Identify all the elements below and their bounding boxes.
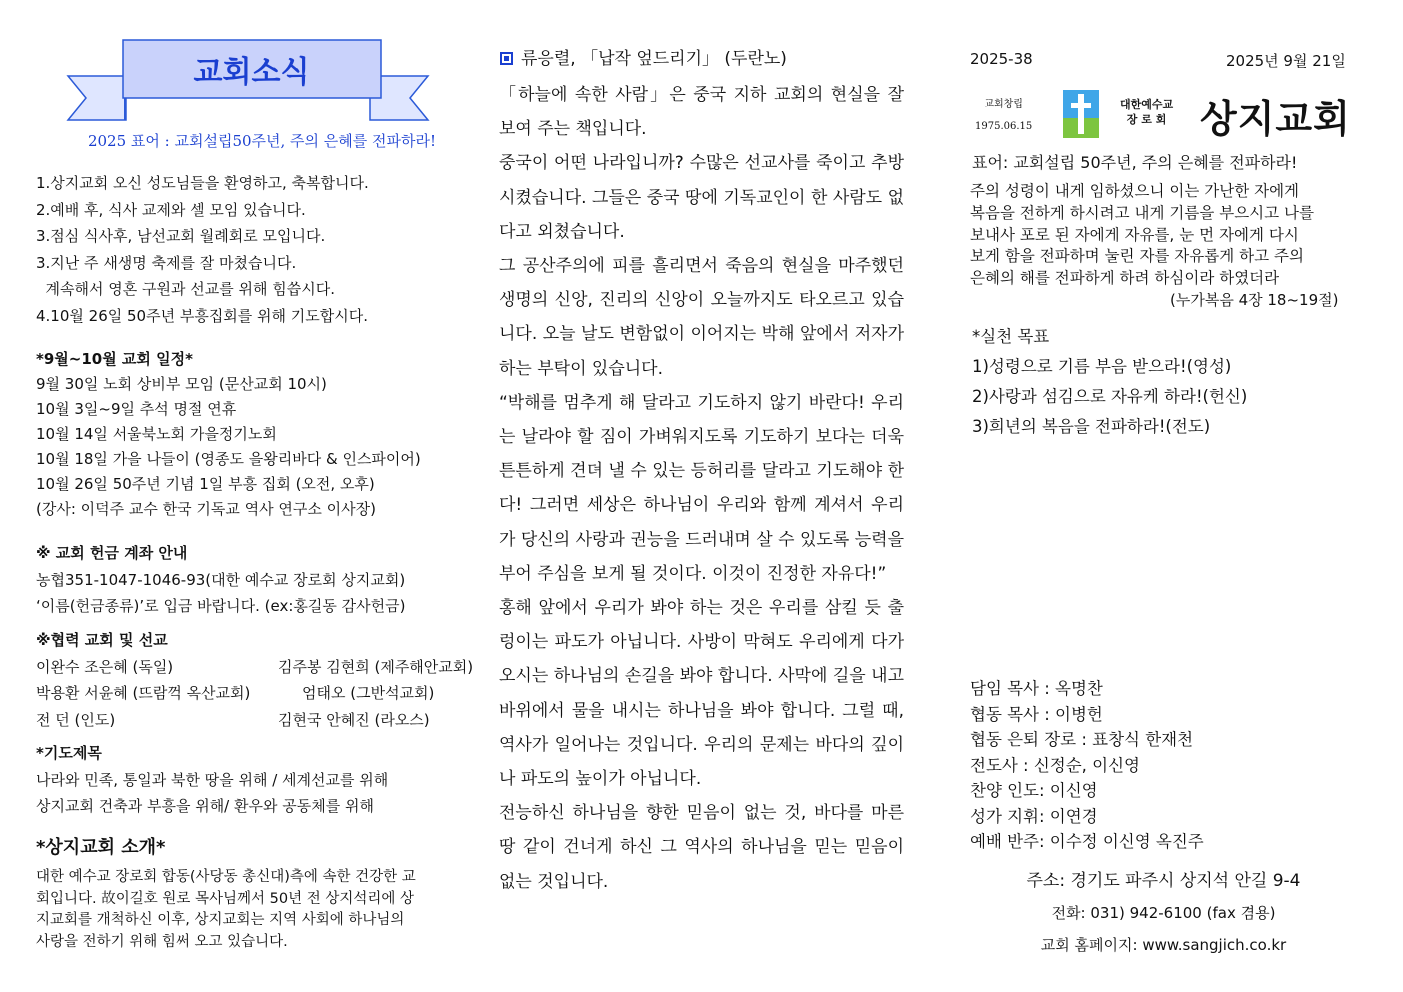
founded-date: 1975.06.15 [975, 121, 1033, 132]
prayer-heading: *기도제목 [36, 744, 102, 762]
intro-line: 사랑을 전하기 위해 힘써 오고 있습니다. [36, 933, 288, 950]
intro-heading: *상지교회 소개* [36, 837, 166, 858]
mission-cell: 전 던 (인도) [36, 710, 116, 729]
staff-item: 성가 지휘: 이연경 [970, 806, 1098, 826]
issue-number: 2025-38 [970, 50, 1033, 68]
column-paragraph: 전능하신 하나님을 향한 믿음이 없는 것, 바다를 마른 땅 같이 건너게 하신 그 역사의 하나님을 믿는 믿음이 없는 것입니다. [499, 803, 904, 892]
column-title [500, 44, 787, 69]
schedule-item: 10월 14일 서울북노회 가을정기노회 [36, 425, 277, 443]
square-bullet-icon [500, 52, 513, 65]
staff-item: 전도사 : 신정순, 이신영 [970, 755, 1140, 775]
column-paragraph: 「하늘에 속한 사람」은 중국 지하 교회의 현실을 잘 보여 주는 책입니다. [499, 85, 904, 140]
column-body [499, 78, 904, 899]
mission-cell: 김현국 안혜진 (라오스) [278, 710, 430, 729]
mission-cell: 엄태오 (그반석교회) [302, 684, 435, 702]
intro-heading-wrap [36, 834, 165, 862]
schedule-heading: *9월~10월 교회 일정* [36, 350, 193, 368]
practice-goals [972, 322, 1247, 442]
mission-cell: 김주봉 김현희 (제주해안교회) [278, 657, 474, 676]
schedule-item: (강사: 이덕주 교수 한국 기독교 역사 연구소 이사장) [36, 500, 376, 518]
mission-row [36, 707, 473, 734]
goals-heading: *실천 목표 [972, 327, 1050, 346]
schedule-item: 9월 30일 노회 상비부 모임 (문산교회 10시) [36, 375, 327, 393]
denomination-line: 장 로 회 [1126, 113, 1167, 126]
church-name: 상지교회 [1200, 97, 1351, 141]
news-item: 2.예배 후, 식사 교제와 셀 모임 있습니다. [36, 200, 306, 219]
church-phone: 전화: 031) 942-6100 (fax 겸용) [1051, 904, 1276, 922]
founded-label: 교회창립 [984, 99, 1023, 110]
prayer-item: 나라와 민족, 통일과 북한 땅을 위해 / 세계선교를 위해 [36, 770, 389, 789]
prayer-item: 상지교회 건축과 부흥을 위해/ 환우와 공동체를 위해 [36, 797, 374, 815]
news-item: 계속해서 영혼 구원과 선교를 위해 힘씁시다. [36, 280, 335, 298]
staff-item: 찬양 인도: 이신영 [970, 781, 1098, 800]
staff-list [970, 676, 1204, 855]
account-line: ‘이름(헌금종류)’로 입금 바랍니다. (ex:홍길동 감사헌금) [36, 597, 406, 615]
staff-item: 예배 반주: 이수정 이신영 옥진주 [970, 832, 1204, 851]
scripture-verse [970, 181, 1357, 290]
news-item: 4.10월 26일 50주년 부흥집회를 위해 기도합시다. [36, 306, 369, 325]
intro-line: 대한 예수교 장로회 합동(사당동 총신대)측에 속한 건강한 교 [36, 869, 416, 885]
schedule-item: 10월 3일~9일 추석 명절 연휴 [36, 400, 237, 418]
church-intro [36, 867, 416, 953]
column-paragraph: 중국이 어떤 나라입니까? 수많은 선교사를 죽이고 추방시켰습니다. 그들은 중국 땅에 기독교인이 한 사람도 없다고 외쳤습니다. [499, 153, 904, 242]
schedule-section [36, 347, 421, 522]
denomination-line: 대한예수교 [1120, 98, 1174, 111]
news-item: 3.지난 주 새생명 축제를 잘 마쳤습니다. [36, 253, 297, 272]
column-paragraph: 그 공산주의에 피를 흘리면서 죽음의 현실을 마주했던 생명의 신앙, 진리의 신앙이 오늘까지도 타오르고 있습니다. 오늘 날도 변함없이 이어지는 박해 앞에서 저자가 하는 부탁이 있습니다. [499, 256, 904, 379]
verse-line: 보내사 포로 된 자에게 자유를, 눈 먼 자에게 다시 [970, 225, 1299, 244]
church-address: 주소: 경기도 파주시 상지석 안길 9-4 [1026, 871, 1301, 891]
mission-row [36, 680, 473, 707]
column-title-text: 류응렬, 「납작 엎드리기」 (두란노) [521, 49, 787, 69]
verse-line: 은혜의 해를 전파하게 하려 하심이라 하였더라 [970, 269, 1280, 288]
mission-cell: 박용환 서윤혜 (뜨람꺽 옥산교회) [36, 684, 251, 702]
intro-line: 지교회를 개척하신 이후, 상지교회는 지역 사회에 하나님의 [36, 912, 405, 928]
mission-heading: ※협력 교회 및 선교 [36, 631, 168, 649]
denomination [1120, 97, 1173, 127]
mission-cell: 이완수 조은혜 (독일) [36, 657, 174, 676]
mission-section [36, 627, 473, 733]
church-motto: 표어: 교회설립 50주년, 주의 은혜를 전파하라! [972, 153, 1298, 172]
news-item: 1.상지교회 오신 성도님들을 환영하고, 축복합니다. [36, 174, 369, 192]
news-item: 3.점심 식사후, 남선교회 월례회로 모입니다. [36, 227, 326, 245]
goal-item: 2)사랑과 섬김으로 자유케 하라!(헌신) [972, 387, 1248, 406]
staff-item: 협동 목사 : 이병헌 [970, 704, 1103, 724]
account-section [36, 540, 405, 620]
goal-item: 1)성령으로 기름 부음 받으라!(영성) [972, 357, 1232, 376]
cross-logo-icon [1063, 90, 1099, 138]
founded-info [975, 94, 1032, 138]
schedule-item: 10월 26일 50주년 기념 1일 부흥 집회 (오전, 오후) [36, 475, 375, 493]
news-list [36, 170, 369, 329]
schedule-item: 10월 18일 가을 나들이 (영종도 을왕리바다 & 인스파이어) [36, 450, 421, 468]
goal-item: 3)희년의 복음을 전파하라!(전도) [972, 417, 1211, 436]
column-paragraph: “박해를 멈추게 해 달라고 기도하지 않기 바란다! 우리는 날라야 할 짐이 가벼워지도록 기도하기 보다는 더욱 튼튼하게 견뎌 낼 수 있는 등허리를 달라고 기도해야 한다! 그러면 세상은 하나님이 우리와 함께 계셔서 우리가 당신의 사랑과 권능을 드러내며 살 수 있도록 능력을 부어 주심을 보게 될 것이다. 이것이 진정한 자유다!” [499, 392, 904, 584]
staff-item: 협동 은퇴 장로 : 표창식 한재천 [970, 730, 1194, 749]
intro-line: 회입니다. 故이길호 원로 목사님께서 50년 전 상지석리에 상 [36, 890, 414, 907]
church-website: 교회 홈페이지: www.sangjich.co.kr [1040, 936, 1287, 954]
verse-reference: (누가복음 4장 18~19절) [1170, 291, 1339, 309]
prayer-section [36, 740, 388, 820]
issue-date: 2025년 9월 21일 [1226, 52, 1346, 70]
verse-line: 주의 성령이 내게 임하셨으니 이는 가난한 자에게 [970, 182, 1300, 200]
mission-row [36, 654, 473, 681]
verse-line: 복음을 전하게 하시려고 내게 기름을 부으시고 나를 [970, 203, 1314, 222]
column-paragraph: 홍해 앞에서 우리가 봐야 하는 것은 우리를 삼킬 듯 출렁이는 파도가 아닙니다. 사방이 막혀도 우리에게 다가오시는 하나님의 손길을 봐야 합니다. 사막에 길을 내고 바위에서 물을 내시는 하나님을 봐야 합니다. 그럴 때, 역사가 일어나는 것입니다. 우리의 문제는 바다의 깊이나 파도의 높이가 아닙니다. [499, 598, 904, 790]
account-line: 농협351-1047-1046-93(대한 예수교 장로회 상지교회) [36, 570, 406, 589]
staff-item: 담임 목사 : 옥명찬 [970, 679, 1103, 698]
verse-line: 보게 함을 전파하며 눌린 자를 자유롭게 하고 주의 [970, 247, 1304, 266]
yearly-motto: 2025 표어 : 교회설립50주년, 주의 은혜를 전파하라! [87, 132, 437, 150]
account-heading: ※ 교회 헌금 계좌 안내 [36, 544, 188, 562]
news-banner-title: 교회소식 [193, 55, 310, 90]
